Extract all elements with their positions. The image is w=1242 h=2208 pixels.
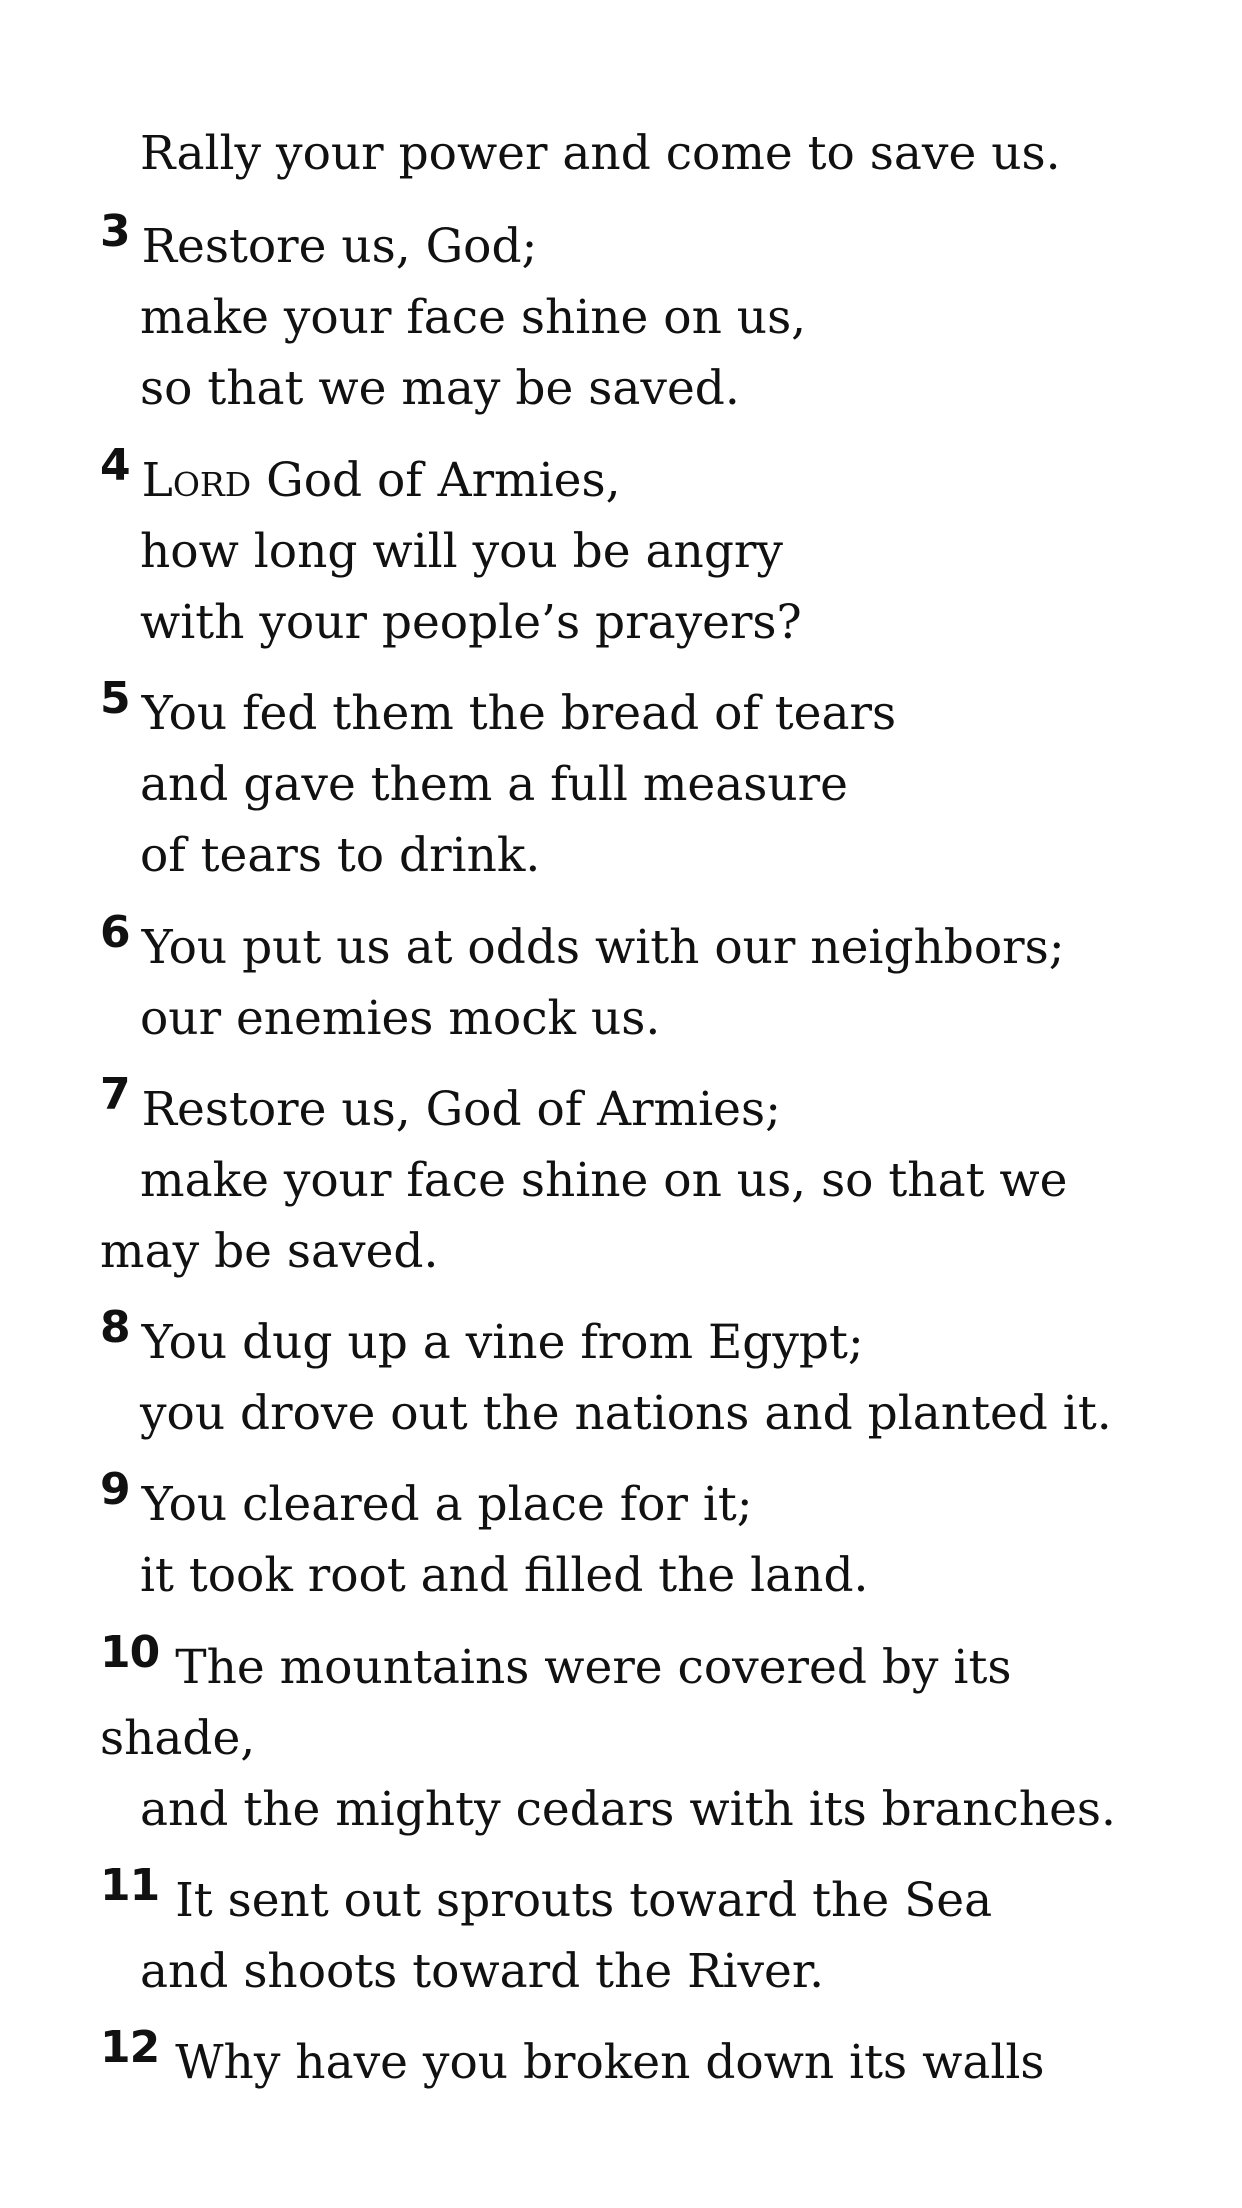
verse-line — [140, 1780, 1116, 1840]
verse-line — [140, 755, 848, 815]
line-text: and gave them a full measure — [140, 757, 848, 812]
line-text: you drove out the nations and planted it. — [140, 1386, 1112, 1441]
verse-line — [100, 1627, 1012, 1699]
verse-line — [140, 1546, 868, 1606]
line-text: how long will you be angry — [140, 524, 783, 579]
verse-line — [140, 522, 783, 582]
line-text: and shoots toward the River. — [140, 1944, 825, 1999]
verse-line — [100, 1069, 781, 1141]
verse-line — [100, 907, 1065, 979]
line-text: You dug up a vine from Egypt; — [141, 1315, 864, 1370]
verse-line — [100, 1464, 753, 1536]
line-text: Why have you broken down its walls — [175, 2035, 1045, 2090]
line-text: of tears to drink. — [140, 828, 541, 883]
line-text: it took root and filled the land. — [140, 1548, 869, 1603]
line-text: Rally your power and come to save us. — [140, 126, 1061, 181]
verse-number: 10 — [100, 1627, 160, 1678]
verse-line — [140, 1151, 1067, 1211]
line-text: It sent out sprouts toward the Sea — [175, 1873, 993, 1928]
line-text: may be saved. — [100, 1224, 439, 1279]
verse-line — [100, 673, 897, 745]
verse-number: 4 — [100, 440, 130, 491]
verse-line — [140, 1942, 824, 2002]
line-text: make your face shine on us, so that we — [140, 1153, 1068, 1208]
verse-line — [100, 206, 538, 278]
verse-line — [140, 826, 540, 886]
verse-line — [140, 124, 1061, 184]
line-text: make your face shine on us, — [140, 290, 807, 345]
line-text: and the mighty cedars with its branches. — [140, 1782, 1116, 1837]
verse-number: 5 — [100, 673, 130, 724]
line-text: You fed them the bread of tears — [141, 686, 897, 741]
line-text: shade, — [100, 1711, 256, 1766]
line-text: with your people’s prayers? — [140, 595, 802, 650]
verse-number: 8 — [100, 1302, 130, 1353]
verse-line — [100, 1222, 438, 1282]
verse-line — [140, 359, 740, 419]
verse-number: 3 — [100, 206, 130, 257]
verse-line — [100, 2022, 1045, 2094]
divine-name-smallcaps: Lord — [141, 453, 252, 508]
verse-line — [140, 288, 806, 348]
line-text: You cleared a place for it; — [141, 1477, 753, 1532]
line-text: You put us at odds with our neighbors; — [141, 920, 1065, 975]
line-text: God of Armies, — [251, 453, 621, 508]
line-text: so that we may be saved. — [140, 361, 740, 416]
verse-line — [140, 1384, 1112, 1444]
verse-line — [100, 1860, 993, 1932]
verse-number: 6 — [100, 907, 130, 958]
verse-line — [100, 440, 621, 512]
line-text: The mountains were covered by its — [175, 1640, 1012, 1695]
verse-number: 7 — [100, 1069, 130, 1120]
line-text: Restore us, God of Armies; — [141, 1082, 781, 1137]
verse-line — [100, 1709, 255, 1769]
verse-line — [100, 1302, 864, 1374]
verse-number: 11 — [100, 1860, 160, 1911]
verse-number: 9 — [100, 1464, 130, 1515]
verse-line — [140, 989, 660, 1049]
verse-number: 12 — [100, 2022, 160, 2073]
line-text: our enemies mock us. — [140, 991, 661, 1046]
line-text: Restore us, God; — [141, 219, 538, 274]
verse-line — [140, 593, 802, 653]
